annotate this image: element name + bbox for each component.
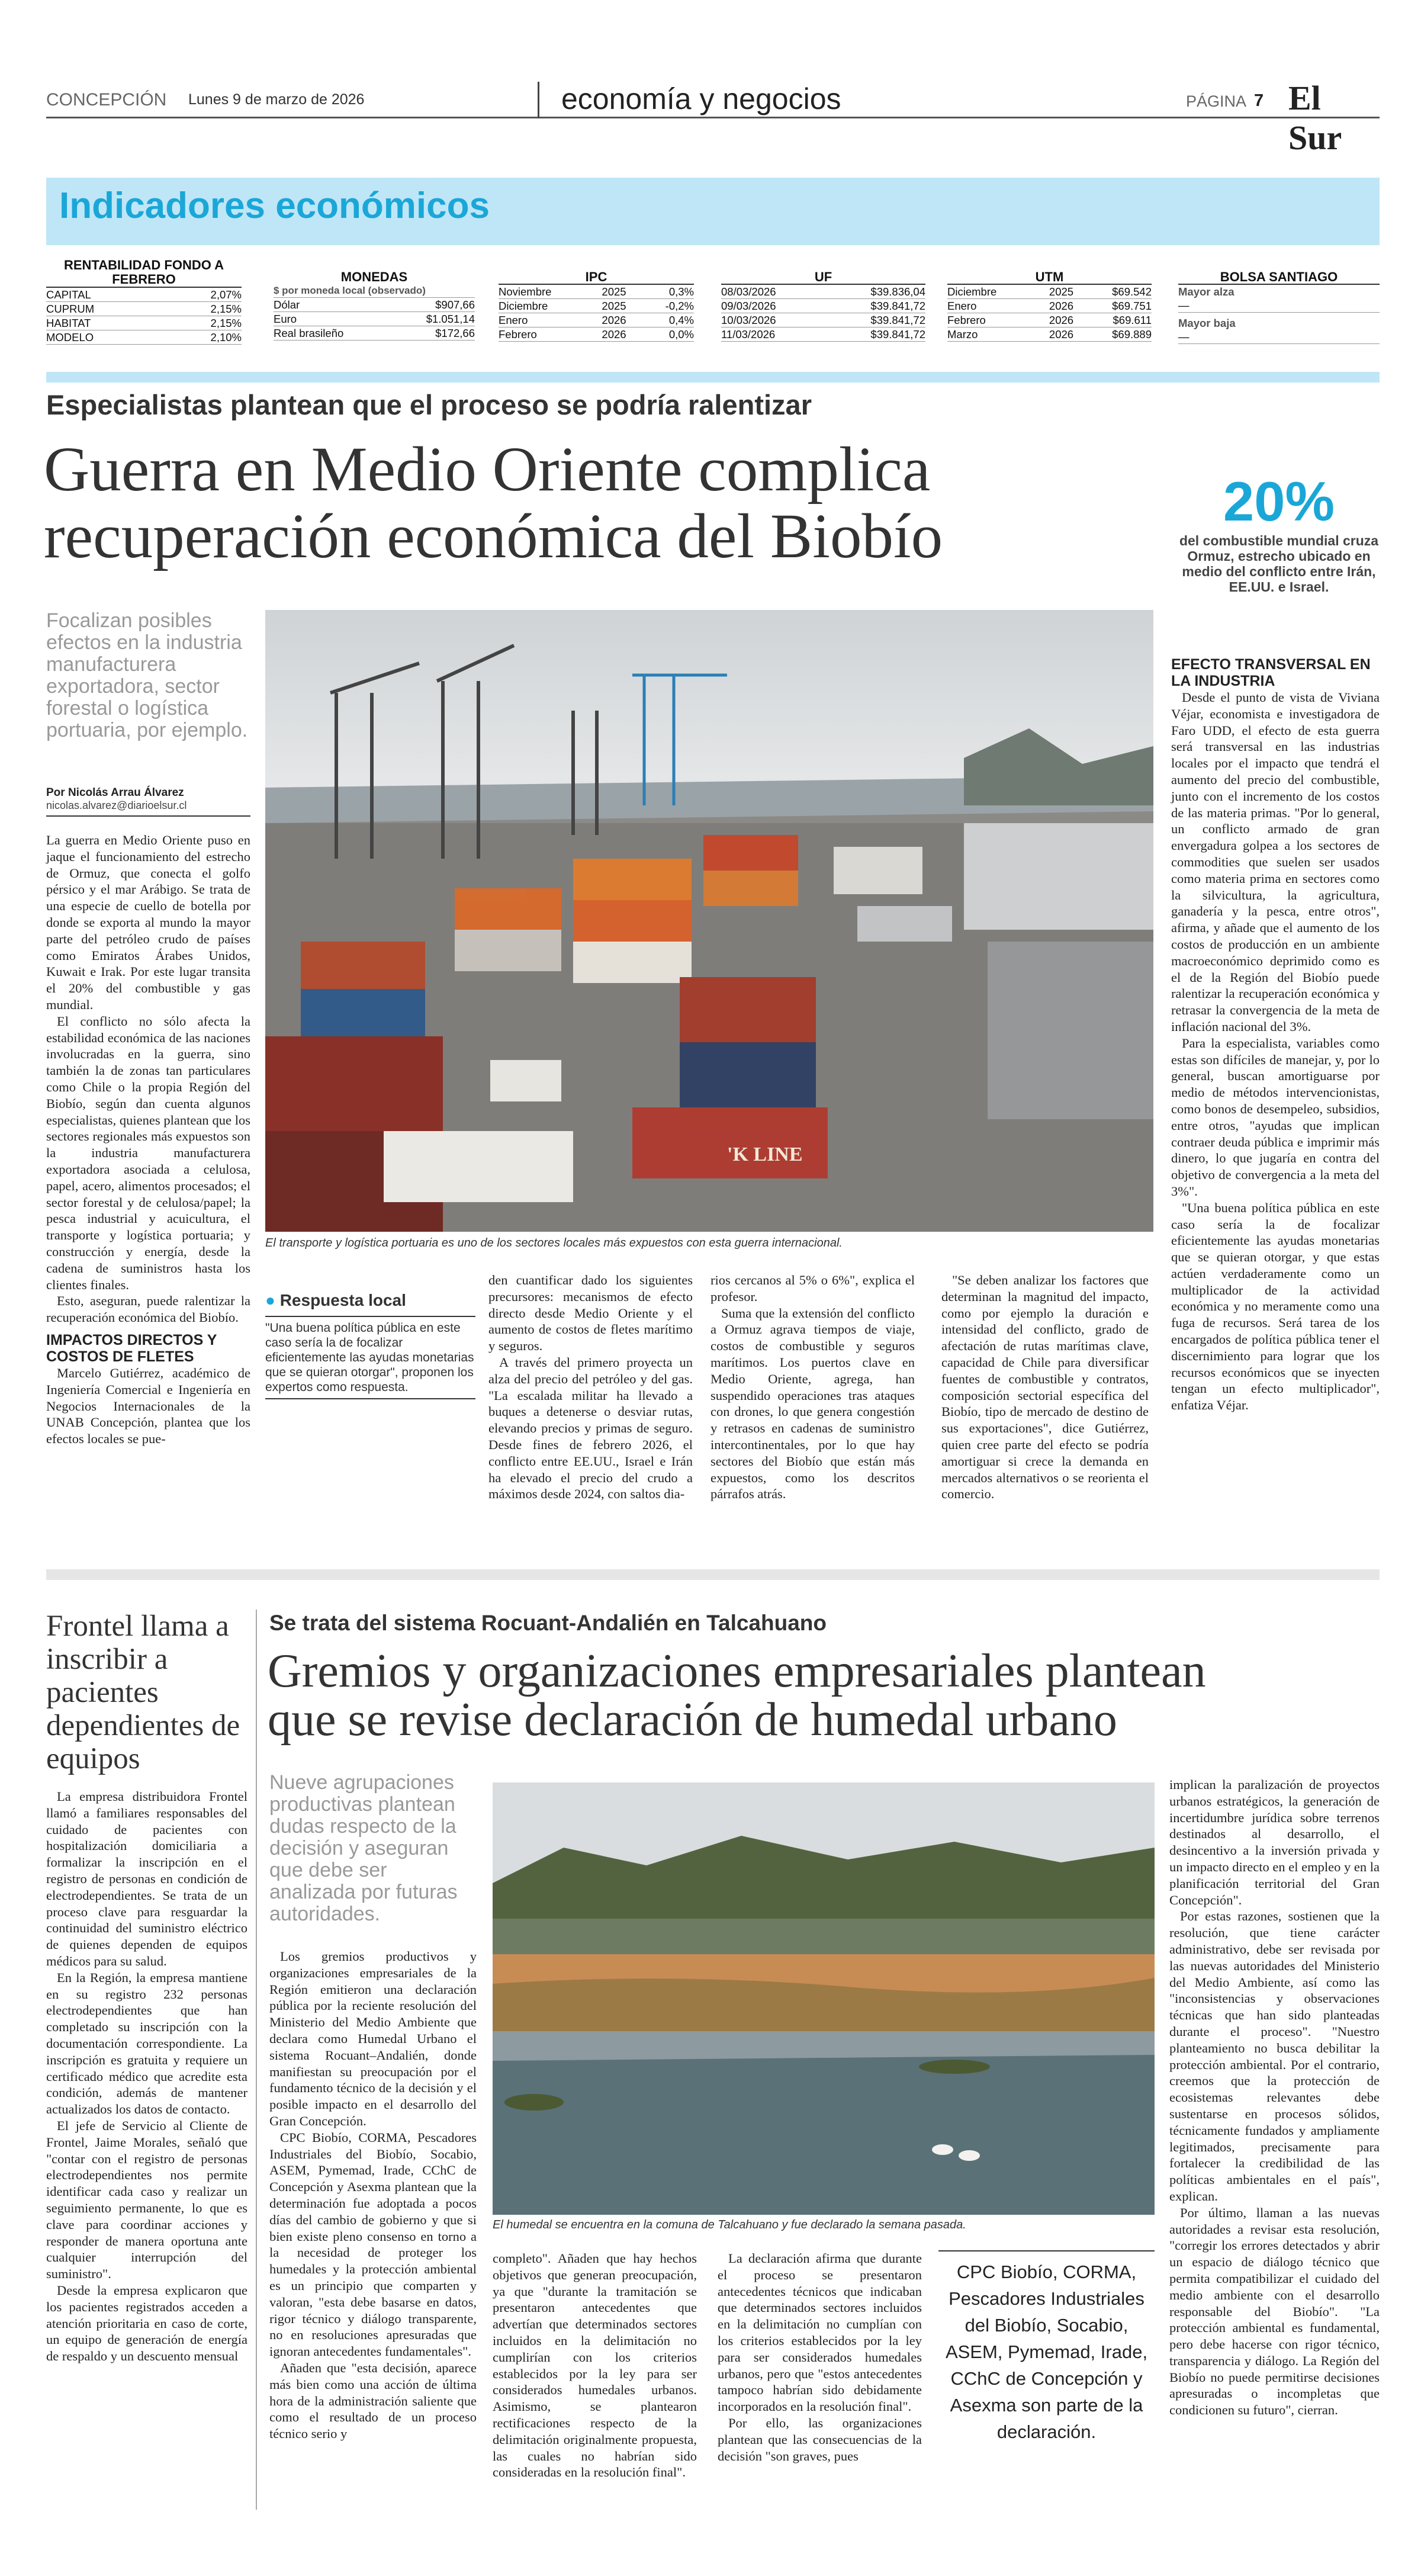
uf-table bbox=[721, 270, 925, 342]
masthead-divider bbox=[538, 82, 539, 118]
paragraph: Por último, llaman a las nuevas autoridades a revisar esta resolución, "corregir los errores detectados y abrir un espacio de diálogo técnico que permita compatibilizar el cuidado del medio ambiente con el desarrollo responsable del Biobío". "La protección ambiental es fundamental, pero debe hacerse con rigor técnico, transparencia y diálogo. La Región del Biobío no puede permitirse decisiones apresuradas o incompletas que condicionen su futuro", cierran. bbox=[1169, 2205, 1380, 2418]
bullet-icon: ● bbox=[265, 1291, 280, 1309]
paragraph: A través del primero proyecta un alza del precio del petróleo y del gas. "La escalada militar ha llevado a buques a detenerse o desviar rutas, elevando precios y primas de seguro. Desde fines de febrero 2026, el conflicto entre EE.UU., Israel e Irán ha elevado el precio del crudo a máximos desde 2024, con saltos dia- bbox=[488, 1354, 693, 1502]
paragraph: El conflicto no sólo afecta la estabilidad económica de las naciones involucradas en la guerra, sino también la de zonas tan particulares como Chile o la propia Región del Biobío, según dan cuenta algunos especialistas, quienes plantean que los sectores regionales más expuestos son la industria manufacturera exportadora asociada a celulosa, papel, acero, alimentos procesados; el sector forestal y de celulosa/papel; la pesca industrial y acuicultura, el transporte y logística portuaria; y construcción y energía, desde la cadena de suministros hasta los clientes finales. bbox=[46, 1013, 250, 1292]
uf-header: UF bbox=[721, 270, 925, 285]
divider bbox=[46, 1569, 1380, 1580]
quote-box bbox=[265, 1291, 475, 1399]
bolsa-header: BOLSA SANTIAGO bbox=[1178, 270, 1380, 285]
table-row: Dólar $907,66 bbox=[274, 298, 475, 311]
paragraph: "Una buena política pública en este caso sería la de focalizar eficientemente las ayudas monetarias que se quieran otorgar, y que estas actúen verdaderamente como un multiplicador de la actividad económica y no meramente como una fuga de recursos. Será tarea de los encargados de política pública tener el discernimiento para lograr que los recursos económicos que se inyecten tengan un efecto multiplicador", enfatiza Véjar. bbox=[1171, 1200, 1380, 1413]
ipc-header: IPC bbox=[499, 270, 694, 285]
table-row: Euro $1.051,14 bbox=[274, 313, 475, 325]
stat-number: 20% bbox=[1223, 470, 1335, 532]
byline-email: nicolas.alvarez@diarioelsur.cl bbox=[46, 799, 187, 811]
paragraph: Por ello, las organizaciones plantean que las consecuencias de la decisión "son graves, pues bbox=[718, 2415, 922, 2463]
info-box-text: CPC Biobío, CORMA, Pescadores Industriales del Biobío, Socabio, ASEM, Pymemad, Irade, CChC de Concepción y Asexma son parte de la declaración. bbox=[945, 2262, 1148, 2442]
ipc-table bbox=[499, 270, 694, 342]
byline-name: Por Nicolás Arrau Álvarez bbox=[46, 786, 184, 799]
masthead bbox=[46, 79, 1380, 157]
paragraph: La declaración afirma que durante el proceso se presentaron antecedentes técnicos que indicaban que determinados sectores incluidos en la delimitación no cumplían con los criterios establecidos por la ley para ser considerados humedales urbanos, pero que "estos antecedentes tampoco habrían sido debidamente incorporados en la resolución final". bbox=[718, 2251, 922, 2414]
article2-body bbox=[46, 1788, 247, 2365]
article3-col3 bbox=[718, 2250, 922, 2464]
article3-lead: Nueve agrupaciones productivas plantean dudas respecto de la decisión y aseguran que debe ser analizada por futuras autoridades. bbox=[269, 1771, 458, 1925]
column-rule bbox=[256, 1610, 257, 2510]
paragraph: Suma que la extensión del conflicto a Ormuz agrava tiempos de viaje, costos de combustible y seguros marítimos. Los puertos clave en Medio Oriente, agrega, han suspendido operaciones tras ataques con drones, lo que genera congestión y retrasos en cadenas de suministro intercontinentales, por lo que hay sectores del Biobío que están más expuestos, como los descritos párrafos atrás. bbox=[710, 1305, 915, 1502]
paragraph: La empresa distribuidora Frontel llamó a familiares responsables del cuidado de pacientes con hospitalización domiciliaria a formalizar la inscripción en el registro de personas en condición de electrodependientes. Se trata de un proceso clave para resguardar la continuidad del suministro eléctrico de quienes dependen de equipos médicos para su salud. bbox=[46, 1789, 247, 1968]
masthead-section: economía y negocios bbox=[561, 82, 841, 115]
table-row: 08/03/2026 $39.836,04 bbox=[721, 285, 925, 298]
masthead-paper: El Sur bbox=[1288, 79, 1342, 157]
table-row: Noviembre 2025 0,3% bbox=[499, 285, 694, 298]
paragraph: den cuantificar dado los siguientes precursores: mecanismos de efecto directo desde Medio Oriente y el aumento de costos de fletes marítimo y seguros. bbox=[488, 1273, 693, 1354]
paragraph: El jefe de Servicio al Cliente de Frontel, Jaime Morales, señaló que "contar con el registro de personas electrodependientes nos permite identificar cada caso y realizar un seguimiento permanente, lo que es clave para coordinar acciones y responder de manera oportuna ante cualquier interrupción del suministro". bbox=[46, 2118, 247, 2282]
article1-col6 bbox=[1171, 656, 1380, 1414]
bolsa-alza: Mayor alza bbox=[1178, 285, 1234, 298]
paragraph: CPC Biobío, CORMA, Pescadores Industriales del Biobío, Socabio, ASEM, Pymemad, Irade, CChC de Concepción y Asexma plantean que la determinación fue adoptada a pocos días del cambio de gobierno y que si bien existe pleno consenso en torno a la necesidad de proteger los humedales y la protección ambiental es un principio que comparten y valoran, "esta debe basarse en datos, rigor técnico y diálogo transparente, no en resoluciones apresuradas que ignoran antecedentes fundamentales". bbox=[269, 2129, 477, 2359]
wetland-photo bbox=[493, 1782, 1155, 2215]
article1-headline: Guerra en Medio Oriente complica recuperación económica del Biobío bbox=[44, 435, 943, 571]
monedas-header: MONEDAS bbox=[340, 269, 408, 284]
table-row: 09/03/2026 $39.841,72 bbox=[721, 300, 925, 312]
paragraph: Desde la empresa explicaron que los pacientes registrados acceden a atención prioritaria en caso de corte, un equipo de generación de energía de respaldo y un descuento mensual bbox=[46, 2282, 247, 2364]
table-row: Diciembre 2025 $69.542 bbox=[947, 285, 1152, 298]
table-row: CUPRUM 2,15% bbox=[46, 303, 242, 315]
article3-col5 bbox=[1169, 1777, 1380, 2418]
paragraph: En la Región, la empresa mantiene en su registro 232 personas electrodependientes que han completado su inscripción con la documentación correspondiente. La inscripción es gratuita y requiere un certificado médico que acredite esta condición, además de mantener actualizados los datos de contacto. bbox=[46, 1970, 247, 2117]
table-row: Enero 2026 0,4% bbox=[499, 314, 694, 326]
divider bbox=[46, 372, 1380, 383]
table-row: Diciembre 2025 -0,2% bbox=[499, 300, 694, 312]
paragraph: completo". Añaden que hay hechos objetivos que generan preocupación, ya que "durante la tramitación se presentaron antecedentes que advertían que determinados sectores incluidos en la delimitación no cumplirían con los criterios establecidos por la ley para ser considerados humedales urbanos. Asimismo, se plantearon rectificaciones respecto de la delimitación originalmente propuesta, las cuales no habrían sido consideradas en la resolución final". bbox=[493, 2251, 697, 2480]
article3-caption: El humedal se encuentra en la comuna de Talcahuano y fue declarado la semana pasada. bbox=[493, 2218, 966, 2231]
paragraph: Desde el punto de vista de Viviana Véjar, economista e investigadora de Faro UDD, el efecto de esta guerra será transversal en las industrias locales por el impacto que tendrá el aumento del precio del combustible, junto con el incremento de los costos de las materia primas. "Por lo general, un conflicto armado de gran envergadura golpea a los sectores de commodities que suelen ser usados como materia prima en sectores como la silvicultura, la agricultura, ganadería y la pesca, entre otros", afirma, y añade que el aumento de los costos de producción en un ambiente macroeconómico deprimido como es el de la Región del Biobío puede ralentizar la recuperación económica y retrasar la convergencia de la meta de inflación nacional del 3%. bbox=[1171, 690, 1380, 1034]
masthead-city: CONCEPCIÓN bbox=[46, 90, 167, 110]
paragraph: "Se deben analizar los factores que determinan la magnitud del impacto, como por ejemplo la duración e intensidad del conflicto, grado de afectación de rutas marítimas clave, capacidad de Chile para diversificar fuentes de combustible y contratos, composición sectorial específica del Biobío, tipo de mercado de destino de sus exportaciones", dice Gutiérrez, quien cree parte del efecto se podría amortiguar si crece la demanda en mercados alternativos o se reorienta el comercio. bbox=[941, 1273, 1149, 1502]
table-row: Febrero 2026 $69.611 bbox=[947, 314, 1152, 326]
paragraph: rios cercanos al 5% o 6%", explica el profesor. bbox=[710, 1273, 915, 1304]
masthead-page-num: 7 bbox=[1254, 91, 1264, 110]
masthead-page-label: PÁGINA bbox=[1186, 92, 1247, 110]
paragraph: La guerra en Medio Oriente puso en jaque el funcionamiento del estrecho de Ormuz, que conecta el golfo pérsico y el mar Arábigo. Se trata de una especie de cuello de botella por donde se exporta al mundo la mayor parte del petróleo crudo de países como Emiratos Árabes Unidos, Kuwait e Irak. Por este lugar transita el 20% del combustible y gas mundial. bbox=[46, 833, 250, 1012]
table-row: HABITAT 2,15% bbox=[46, 317, 242, 329]
fondos-header: RENTABILIDAD FONDO A FEBRERO bbox=[46, 258, 242, 288]
monedas-sub: $ por moneda local (observado) bbox=[274, 284, 475, 298]
article1-lead: Focalizan posibles efectos en la industria manufacturera exportadora, sector forestal o logística portuaria, por ejemplo. bbox=[46, 609, 248, 741]
article2-headline: Frontel llama a inscribir a pacientes dependientes de equipos bbox=[46, 1610, 240, 1775]
svg-text:'K LINE: 'K LINE bbox=[727, 1144, 803, 1165]
paragraph: Añaden que "esta decisión, aparece más bien como una acción de última hora de la administración saliente que como el resultado de un proceso técnico serio y bbox=[269, 2360, 477, 2442]
article1-col1 bbox=[46, 832, 250, 1447]
utm-table bbox=[947, 270, 1152, 342]
paragraph: Por estas razones, sostienen que la resolución, que tiene carácter administrativo, debe ser revisada por las nuevas autoridades del Ministerio del Medio Ambiente, así como las "inconsistencias y observaciones técnicas que han sido planteadas durante el proceso". "Nuestro planteamiento no busca debilitar la protección ambiental. Por el contrario, creemos que la protección de ecosistemas relevantes debe sustentarse en procesos sólidos, técnicamente fundados y ampliamente legitimados, precisamente para fortalecer la credibilidad de las políticas ambientales en el país", explican. bbox=[1169, 1909, 1380, 2204]
bolsa-baja: Mayor baja bbox=[1178, 317, 1236, 329]
subhead: IMPACTOS DIRECTOS Y COSTOS DE FLETES bbox=[46, 1331, 217, 1365]
quote-text: "Una buena política pública en este caso sería la de focalizar eficientemente las ayudas monetarias que se quieran otorgar", proponen los expertos como respuesta. bbox=[265, 1316, 475, 1399]
port-photo bbox=[265, 610, 1153, 1232]
indicators-title: Indicadores económicos bbox=[59, 185, 490, 226]
article1-kicker: Especialistas plantean que el proceso se podría ralentizar bbox=[46, 389, 812, 420]
table-row: MODELO 2,10% bbox=[46, 331, 242, 343]
table-row: 10/03/2026 $39.841,72 bbox=[721, 314, 925, 326]
paragraph: Marcelo Gutiérrez, académico de Ingeniería Comercial e Ingeniería en Negocios Internacionales de la UNAB Concepción, plantea que los efectos locales se pue- bbox=[46, 1365, 250, 1447]
table-row: CAPITAL 2,07% bbox=[46, 288, 242, 301]
article3-col1 bbox=[269, 1948, 477, 2442]
indicators-banner bbox=[46, 178, 1380, 245]
byline bbox=[46, 786, 250, 817]
bolsa-dash: — bbox=[1178, 298, 1380, 313]
article1-col3 bbox=[488, 1272, 693, 1502]
fondos-table bbox=[46, 258, 242, 345]
article3-headline: Gremios y organizaciones empresariales plantean que se revise declaración de humedal urbano bbox=[268, 1645, 1206, 1746]
paragraph: implican la paralización de proyectos urbanos estratégicos, la generación de incertidumbre jurídica sobre terrenos destinados al desarrollo, el desincentivo a la inversión privada y un impacto directo en el empleo y en la planificación territorial del Gran Concepción". bbox=[1169, 1777, 1380, 1907]
table-row: Marzo 2026 $69.889 bbox=[947, 328, 1152, 341]
article3-col2 bbox=[493, 2250, 697, 2481]
masthead-date: Lunes 9 de marzo de 2026 bbox=[188, 91, 365, 108]
article1-col5 bbox=[941, 1272, 1149, 1502]
quote-title: ● Respuesta local bbox=[265, 1291, 406, 1309]
article1-col4 bbox=[710, 1272, 915, 1502]
table-row: Real brasileño $172,66 bbox=[274, 327, 475, 339]
bolsa-table bbox=[1178, 270, 1380, 344]
utm-header: UTM bbox=[947, 270, 1152, 285]
bolsa-dash: — bbox=[1178, 330, 1380, 344]
article3-kicker: Se trata del sistema Rocuant-Andalién en Talcahuano bbox=[269, 1611, 827, 1635]
paragraph: Para la especialista, variables como estas son difíciles de manejar, y, por lo general, buscan amortiguarse por medio de métodos intervencionistas, como bonos de desempeleo, subsidios, entre otros, "ayudas que implican contraer deuda pública e imprimir más dinero, lo que jugaría en contra del objetivo de convergencia a la meta del 3%". bbox=[1171, 1035, 1380, 1199]
info-box bbox=[938, 2250, 1155, 2445]
paragraph: Los gremios productivos y organizaciones empresariales de la Región emitieron una declaración pública por la reciente resolución del Ministerio del Medio Ambiente que declara como Humedal Urbano el sistema Rocuant–Andalién, donde manifiestan su preocupación por el fundamento técnico de la decisión y el posible impacto en el desarrollo del Gran Concepción. bbox=[269, 1949, 477, 2128]
table-row: Enero 2026 $69.751 bbox=[947, 300, 1152, 312]
subhead: EFECTO TRANSVERSAL EN LA INDUSTRIA bbox=[1171, 656, 1371, 689]
article1-caption: El transporte y logística portuaria es uno de los sectores locales más expuestos con esta guerra internacional. bbox=[265, 1236, 843, 1250]
stat-box bbox=[1178, 470, 1380, 595]
stat-text: del combustible mundial cruza Ormuz, estrecho ubicado en medio del conflicto entre Irán, EE.UU. e Israel. bbox=[1179, 533, 1379, 595]
table-row: 11/03/2026 $39.841,72 bbox=[721, 328, 925, 341]
table-row: Febrero 2026 0,0% bbox=[499, 328, 694, 341]
paragraph: Esto, aseguran, puede ralentizar la recuperación económica del Biobío. bbox=[46, 1293, 250, 1325]
monedas-table bbox=[274, 270, 475, 341]
